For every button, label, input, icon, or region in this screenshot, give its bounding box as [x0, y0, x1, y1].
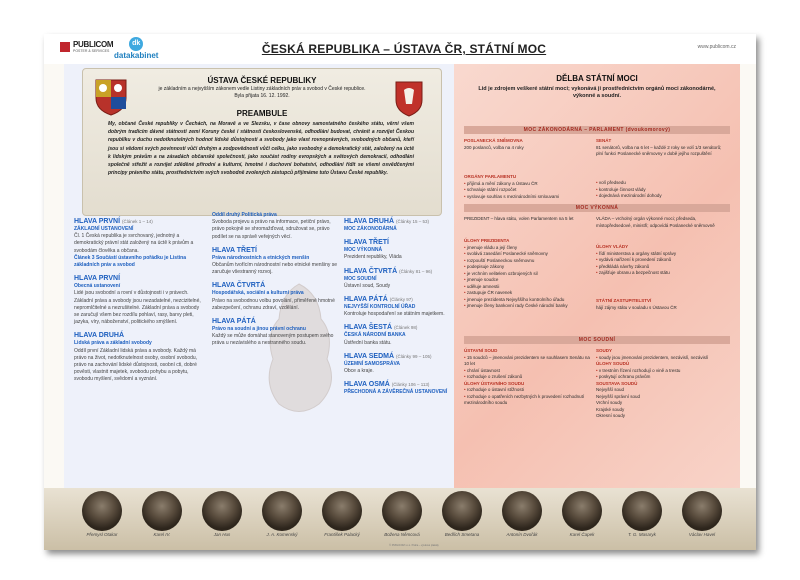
chapter-title: HLAVA TŘETÍ: [344, 239, 389, 247]
large-coat-of-arms-icon: [92, 74, 130, 116]
senate-label: SENÁT: [596, 138, 612, 143]
chapter-subtitle: NEJVYŠŠÍ KONTROLNÍ ÚŘAD: [344, 304, 416, 311]
list-item: • řídí ministerstva a orgány státní správy: [596, 251, 726, 258]
chapter-title: HLAVA ČTVRTÁ: [344, 267, 398, 275]
chapter-subtitle: Lidská práva a základní svobody: [74, 340, 152, 347]
publicom-logo-subtext: POSTER & SERVICES: [73, 49, 110, 53]
chapter-text: Svoboda projevu a právo na informace, petiční právo, právo pokojně se shromažďovat, sdružovat se, právo podílet se na správě veřejných věcí.: [212, 219, 331, 240]
chapter-text: Čl. 1 Česká republika je svrchovaný, jednotný a demokratický právní stát založený na úctě k právům a svobodám člověka a občana.: [74, 233, 194, 254]
footer-text: © PUBLICOM s.r.o. Praha – výukové plakáty: [389, 544, 439, 547]
chapter-subtitle: Obecná ustanovení: [74, 283, 121, 290]
chamber-of-deputies: [464, 138, 584, 151]
portrait-name: Antonín Dvořák: [506, 532, 538, 537]
list-item: • předkládá návrhy zákonů: [596, 264, 726, 271]
chapter-heading: [344, 380, 448, 389]
portrait-name: T. G. Masaryk: [628, 532, 656, 537]
chapter-articles: (Článek 98): [394, 325, 418, 331]
chapter-title: HLAVA DRUHÁ: [344, 218, 395, 225]
list-item: • jmenuje vládu a její členy: [464, 245, 592, 252]
chapter-text: Právo na svobodnou volbu povolání, přiměřené hmotné zabezpečení, ochranu zdraví, vzdělání.: [212, 297, 335, 311]
portrait: [442, 491, 482, 537]
chapter-subtitle: ÚZEMNÍ SAMOSPRÁVA: [344, 360, 401, 367]
power-subtitle: Lid je zdrojem veškeré státní moci; vykonává ji prostřednictvím orgánů moci zákonodárné, výkonné a soudní.: [478, 86, 716, 99]
preamble-title: PREAMBULE: [236, 109, 288, 118]
datakabinet-icon: dk: [129, 37, 143, 51]
datakabinet-logo: [114, 37, 158, 60]
power-title: DĚLBA STÁTNÍ MOCI: [556, 74, 638, 83]
chapters-column-1: [74, 212, 202, 384]
list-item: • zastupuje ČR navenek: [464, 290, 592, 297]
chapter-subtitle: Práva národnostních a etnických menšin: [212, 254, 310, 261]
portrait-name: Božena Němcová: [384, 532, 420, 537]
chapter-subtitle: MOC VÝKONNÁ: [344, 247, 383, 254]
portrait-image: [622, 491, 662, 531]
chapter-subtitle: MOC SOUDNÍ: [344, 275, 377, 282]
portrait: [322, 491, 362, 537]
chapter-heading: [74, 217, 202, 226]
chapter-title: HLAVA ŠESTÁ: [344, 324, 393, 332]
list-item: • dojednává mezinárodní dohody: [596, 193, 726, 200]
list-item: • poskytují ochranu právům: [596, 374, 726, 381]
chapter-text: Kontroluje hospodaření se státním majetkem.: [344, 311, 445, 318]
list-item: Nejvyšší správní soud: [596, 393, 641, 399]
page-title: ČESKÁ REPUBLIKA – ÚSTAVA ČR, STÁTNÍ MOC: [261, 42, 547, 56]
list-item: Vrchní soudy: [596, 400, 623, 405]
portrait-image: [82, 491, 122, 531]
portrait-name: Bedřich Smetana: [444, 532, 480, 537]
list-item: Okresní soudy: [596, 413, 626, 418]
list-item: • rozhoduje o zrušení zákonů: [464, 374, 592, 381]
portrait-image: [442, 491, 482, 531]
chapter-heading: [212, 246, 340, 255]
judicial-band: MOC SOUDNÍ: [464, 336, 730, 344]
constitutional-court: [464, 348, 592, 407]
constitution-title: ÚSTAVA ČESKÉ REPUBLIKY: [207, 76, 317, 85]
portrait-image: [142, 491, 182, 531]
chapter-articles: (Články 106 – 113): [391, 382, 430, 388]
parliament-duties-label: ORGÁNY PARLAMENTU: [464, 174, 517, 179]
chapter-heading: [344, 295, 448, 304]
chapter-articles: (Články 81 – 96): [399, 268, 433, 274]
list-item: • svolává zasedání Poslanecké sněmovny: [464, 251, 592, 258]
senate: [596, 138, 726, 158]
president-text: PREZIDENT – hlava státu, volen Parlamentem na 5 let: [464, 216, 574, 221]
list-item: • 15 soudců – jmenováni prezidentem se souhlasem Senátu na 10 let: [464, 355, 592, 368]
portrait: [142, 491, 182, 537]
chapters-column-3: [344, 212, 448, 396]
courts-label: SOUDY: [596, 348, 613, 353]
portrait-image: [682, 491, 722, 531]
chapter-title: HLAVA PRVNÍ: [74, 275, 121, 283]
chapter-text: Ústavní soud, Soudy: [344, 282, 391, 289]
portrait-name: Jan Hus: [213, 532, 231, 537]
chapter-text: Každý se může domáhat stanoveným postupem svého práva u nezávislého a nestranného soudu.: [212, 333, 334, 347]
chapter-title: HLAVA DRUHÁ: [74, 332, 125, 340]
portrait: [382, 491, 422, 537]
portrait-name: Václav Havel: [688, 532, 716, 537]
chapter-heading: [344, 217, 448, 226]
legislative-band: MOC ZÁKONODÁRNÁ – PARLAMENT (dvoukomorový): [464, 126, 730, 134]
list-item: • v trestním řízení rozhodují o vině a trestu: [596, 368, 726, 375]
portrait-image: [262, 491, 302, 531]
portrait-image: [562, 491, 602, 531]
list-item: • rozhoduje o ústavní stížnosti: [464, 387, 592, 394]
list-item: • přijímá a mění zákony a Ústavu ČR: [464, 181, 590, 188]
executive-band: MOC VÝKONNÁ: [464, 204, 730, 212]
portrait: [562, 491, 602, 537]
list-item: • jmenuje členy bankovní rady České národní banky: [464, 303, 592, 310]
portrait-name: Karel IV.: [153, 532, 171, 537]
courts: [596, 348, 726, 420]
list-item: • vyslovuje souhlas s mezinárodními smlouvami: [464, 194, 590, 201]
list-item: • jmenuje prezidenta Nejvyššího kontrolního úřadu: [464, 297, 592, 304]
constitutional-court-duties-label: ÚLOHY ÚSTAVNÍHO SOUDU: [464, 380, 525, 386]
chapter-articles: (Články 99 – 105): [396, 353, 432, 359]
portrait: [622, 491, 662, 537]
chapter-articles: (Články 97): [389, 297, 413, 303]
portrait-image: [502, 491, 542, 531]
list-item: • rozpouští Poslaneckou sněmovnu: [464, 258, 592, 265]
chapter-heading: [74, 274, 202, 283]
chamber-label: POSLANECKÁ SNĚMOVNA: [464, 138, 523, 143]
list-item: Nejvyšší soud: [596, 387, 625, 392]
header: [44, 34, 756, 64]
chapter-subtitle: MOC ZÁKONODÁRNÁ: [344, 226, 397, 232]
list-item: • jmenuje soudce: [464, 277, 592, 284]
portrait: [682, 491, 722, 537]
list-item: • schvaluje státní rozpočet: [464, 187, 590, 194]
website-url: www.publicom.cz: [697, 44, 736, 50]
list-item: • zajišťuje obranu a bezpečnost státu: [596, 270, 726, 277]
chapter-title: HLAVA PÁTÁ: [344, 296, 388, 304]
chapters-column-2: [212, 212, 340, 348]
senate-text: 81 senátorů, volba na 6 let – každé 2 roky se volí 1/3 senátorů; plní funkci Poslanecké sněmovny v době jejího rozpuštění: [596, 144, 722, 156]
chapter-subtitle: Článek 3 Součástí ústavního pořádku je Listina základních práv a svobod: [74, 254, 186, 269]
chapter-title: HLAVA ČTVRTÁ: [212, 282, 266, 290]
government-duties-label: ÚLOHY VLÁDY: [596, 244, 629, 249]
list-item: • soudy jsou jmenováni prezidentem, nezávislí, nezávislí: [596, 355, 726, 362]
constitution-subtitle: je základním a nejvyšším zákonem vedle Listiny základních práv a svobod v České republice. Byla přijata 16. 12. 1992.: [158, 86, 366, 99]
chapter-subtitle: Právo na soudní a jinou právní ochranu: [212, 326, 306, 333]
chapter-subtitle: Oddíl druhý Politická práva: [212, 212, 277, 218]
chapter-title: HLAVA TŘETÍ: [212, 246, 257, 254]
senate-duties: [596, 180, 726, 200]
government-text: VLÁDA – vrcholný orgán výkonné moci; předseda, místopředsedové, ministři; odpovídá Poslanecké sněmovně: [596, 216, 715, 228]
portrait: [502, 491, 542, 537]
chapter-subtitle: Hospodářská, sociální a kulturní práva: [212, 290, 304, 297]
portrait-image: [382, 491, 422, 531]
courts-duties-label: ÚLOHY SOUDŮ: [596, 361, 630, 366]
portrait: [262, 491, 302, 537]
publicom-logo-mark: [60, 42, 70, 52]
portrait-name: František Palacký: [324, 532, 360, 537]
list-item: • kontroluje činnost vlády: [596, 187, 726, 194]
list-item: Krajské soudy: [596, 406, 625, 412]
constitutional-court-label: ÚSTAVNÍ SOUD: [464, 348, 498, 353]
chapter-text: Občanům tvořícím národnostní nebo etnické menšiny se zaručuje všestranný rozvoj.: [212, 262, 338, 276]
portrait-name: J. A. Komenský: [266, 532, 298, 537]
portrait-strip: [44, 488, 756, 550]
chapter-subtitle: ČESKÁ NÁRODNÍ BANKA: [344, 332, 406, 339]
datakabinet-text: datakabinet: [114, 51, 159, 60]
chamber-text: 200 poslanců, volba na 4 roky: [464, 144, 524, 150]
state-prosecution-label: STÁTNÍ ZASTUPITELSTVÍ: [596, 298, 652, 303]
publicom-logo-text: PUBLICOM: [73, 40, 114, 49]
portrait: [82, 491, 122, 537]
government-duties: [596, 244, 726, 277]
list-item: • uděluje amnestii: [464, 284, 592, 291]
chapter-subtitle: PŘECHODNÁ A ZÁVĚREČNÁ USTANOVENÍ: [344, 389, 448, 396]
chapter-articles: (Články 15 – 53): [396, 219, 430, 224]
president-duties: [464, 238, 592, 310]
chapter-text: Prezident republiky, Vláda: [344, 254, 402, 261]
list-item: • rozhoduje o opatřeních nezbytných k provedení rozhodnutí mezinárodního soudu: [464, 394, 592, 407]
preamble-text: My, občané České republiky v Čechách, na Moravě a ve Slezsku, v čase obnovy samostatného českého státu, věrni všem dobrým tradicím dávné státnosti zemí Koruny české i státnosti československé, odhodláni budovat, chránit a rozvíjet Českou republiku v duchu nedotknutelných hodnot lidské důstojnosti a svobody jako vlast rovnoprávných, svobodných občanů, kteří jsou si vědomi svých povinností vůči druhým a zodpovědnosti vůči celku, jako svobodný a demokratický stát, založený na úctě k lidským právům a na zásadách občanské společnosti, jako součást rodiny evropských a světových demokracií, odhodláni společně střežit a rozvíjet zděděné přírodní a kulturní, hmotné i duchovní bohatství, odhodláni řídit se všemi osvědčenými principy právního státu, prostřednictvím svých svobodně zvolených zástupců přijímáme tuto Ústavu České republiky.: [108, 121, 414, 177]
list-item: • je vrchním velitelem ozbrojených sil: [464, 271, 592, 278]
chapter-text: Oddíl první Základní lidská práva a svobody. Každý má právo na život, nedotknutelnost osoby, osobní svobodu, právo na zachování lidské důstojnosti, osobní cti, dobré pověsti, vlastnit majetek, svobodu pohybu a pobytu, svobodu myšlení, svědomí a vyznání.: [74, 347, 198, 383]
chapter-title: HLAVA OSMÁ: [344, 381, 390, 389]
chapter-heading: [344, 267, 448, 276]
chapter-subtitle: ZÁKLADNÍ USTANOVENÍ: [74, 226, 134, 232]
chapter-title: HLAVA SEDMÁ: [344, 352, 395, 360]
portrait-name: Karel Čapek: [569, 532, 595, 537]
chapter-heading: [344, 352, 448, 361]
chapter-heading: [212, 317, 340, 326]
chapter-heading: [74, 331, 202, 340]
parliament-duties: [464, 174, 590, 200]
chapter-title: HLAVA PÁTÁ: [212, 318, 256, 326]
chapter-text: Lidé jsou svobodní a rovní v důstojnosti i v právech. Základní práva a svobody jsou nezadatelné, nezcizitelné, nepromlčitelné a nezrušitelné. Základní práva a svobody se zaručují všem bez rozdílu pohlaví, rasy, barvy pleti, jazyka, víry, náboženství, politického smýšlení.: [74, 290, 201, 326]
chapter-heading: [344, 238, 448, 247]
list-item: • vydává nařízení k provedení zákonů: [596, 257, 726, 264]
publicom-logo: [60, 41, 113, 53]
list-item: • podepisuje zákony: [464, 264, 592, 271]
chapter-articles: (Článek 1 – 14): [121, 219, 153, 224]
list-item: • chrání ústavnost: [464, 368, 592, 375]
chapter-text: Obce a kraje.: [344, 368, 374, 375]
chapter-heading: [212, 281, 340, 290]
chapter-title: HLAVA PRVNÍ: [74, 218, 121, 225]
state-prosecution-text: hájí zájmy státu v souladu s Ústavou ČR: [596, 304, 677, 310]
portrait-image: [202, 491, 242, 531]
portrait-name: Přemysl Otakar: [86, 532, 118, 537]
chapter-text: Ústřední banka státu.: [344, 339, 392, 346]
portrait-image: [322, 491, 362, 531]
small-coat-of-arms-icon: [390, 76, 428, 118]
president-duties-label: ÚLOHY PREZIDENTA: [464, 238, 510, 243]
portrait: [202, 491, 242, 537]
court-system-label: SOUSTAVA SOUDŮ: [596, 380, 638, 386]
poster: [44, 34, 756, 550]
state-prosecution: [596, 298, 726, 311]
list-item: • volí předsedu: [596, 180, 726, 187]
